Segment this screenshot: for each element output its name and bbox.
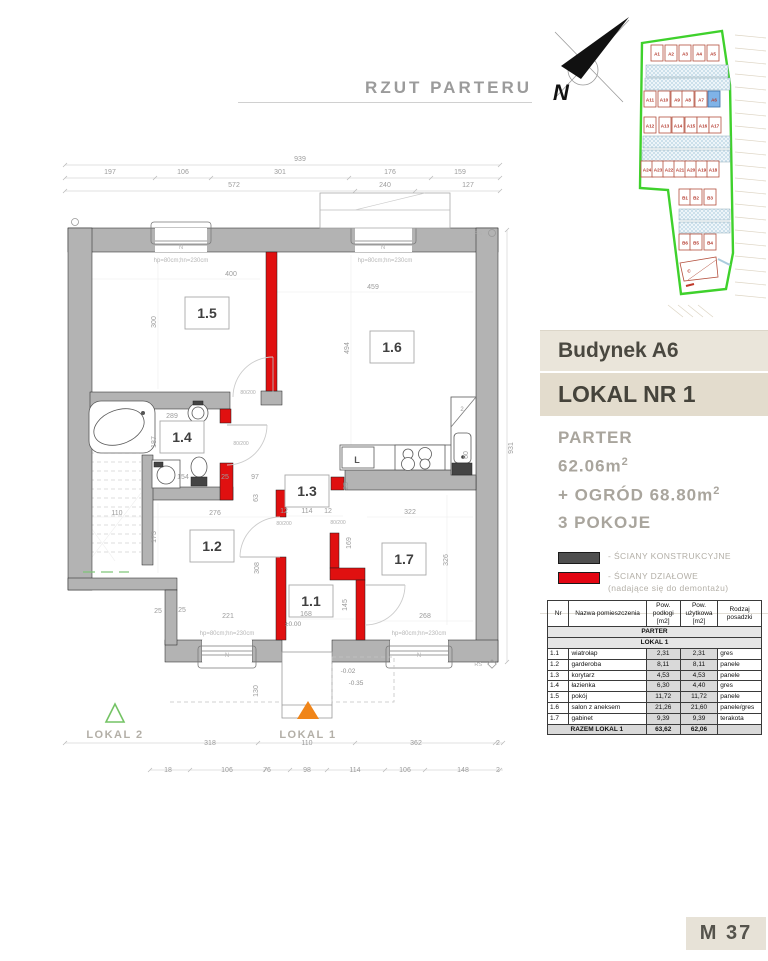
table-header: Nr (548, 601, 569, 627)
svg-text:1.7: 1.7 (394, 551, 414, 567)
svg-text:60: 60 (463, 451, 470, 459)
page-title: RZUT PARTERU (365, 78, 532, 97)
svg-text:80/200: 80/200 (240, 390, 256, 396)
svg-text:A9: A9 (674, 97, 680, 103)
svg-text:N: N (380, 245, 386, 251)
svg-text:80/200: 80/200 (276, 521, 292, 527)
svg-text:494: 494 (344, 342, 351, 354)
svg-text:A22: A22 (664, 167, 674, 173)
svg-text:80/200: 80/200 (233, 441, 249, 447)
bathtub-icon (89, 401, 155, 453)
svg-text:459: 459 (367, 284, 379, 291)
table-header: Pow. użytkowa [m2] (680, 601, 717, 627)
svg-text:98: 98 (303, 767, 311, 774)
washing-machine-icon (152, 460, 180, 488)
svg-text:25: 25 (343, 482, 350, 490)
table-row: 1.6 salon z aneksem 21,26 21,60 panele/gres (548, 702, 762, 713)
svg-text:572: 572 (228, 182, 240, 189)
svg-text:18: 18 (164, 767, 172, 774)
svg-text:hp=80cm;hn=230cm: hp=80cm;hn=230cm (199, 631, 255, 637)
svg-text:25: 25 (178, 607, 186, 614)
svg-text:A13: A13 (660, 123, 670, 129)
svg-text:114: 114 (349, 767, 361, 774)
svg-text:A18: A18 (708, 167, 718, 173)
svg-text:106: 106 (399, 767, 411, 774)
partition-wall-swatch (558, 572, 600, 584)
svg-text:276: 276 (209, 510, 221, 517)
svg-text:hp=80cm;hn=230cm: hp=80cm;hn=230cm (153, 258, 209, 264)
svg-text:268: 268 (419, 613, 431, 620)
svg-text:1.1: 1.1 (301, 593, 321, 609)
structural-wall-label: - ŚCIANY KONSTRUKCYJNE (608, 551, 731, 562)
svg-text:hp=80cm;hn=230cm: hp=80cm;hn=230cm (391, 631, 447, 637)
svg-text:97: 97 (251, 474, 259, 481)
canopy-outline (320, 193, 450, 228)
table-header: Pow. podłogi [m2] (646, 601, 680, 627)
table-header: Nazwa pomieszczenia (569, 601, 646, 627)
svg-text:A19: A19 (697, 167, 707, 173)
svg-text:169: 169 (346, 537, 353, 549)
svg-text:221: 221 (222, 613, 234, 620)
svg-text:148: 148 (457, 767, 469, 774)
svg-text:B4: B4 (707, 240, 713, 246)
svg-text:106: 106 (177, 169, 189, 176)
svg-text:127: 127 (462, 182, 474, 189)
unit-number-badge: M 37 (686, 917, 766, 950)
lokal2-marker-triangle (106, 704, 124, 722)
rooms-count: 3 POKOJE (558, 513, 652, 533)
table-row: 1.7 gabinet 9,39 9,39 terakota (548, 713, 762, 724)
svg-text:308: 308 (254, 562, 261, 574)
svg-text:106: 106 (221, 767, 233, 774)
table-row: 1.3 korytarz 4,53 4,53 panele (548, 670, 762, 681)
room-area-table (547, 600, 762, 735)
svg-text:63: 63 (253, 494, 260, 502)
svg-text:300: 300 (151, 316, 158, 328)
info-panel (540, 330, 768, 614)
svg-text:110: 110 (111, 510, 123, 517)
svg-text:931: 931 (508, 442, 515, 454)
svg-text:A11: A11 (645, 97, 655, 103)
svg-text:159: 159 (454, 169, 466, 176)
svg-text:362: 362 (410, 740, 422, 747)
svg-text:197: 197 (104, 169, 116, 176)
svg-text:B5: B5 (693, 240, 699, 246)
svg-text:25: 25 (221, 474, 229, 481)
svg-text:A23: A23 (653, 167, 663, 173)
svg-text:A10: A10 (659, 97, 669, 103)
garden-area: + OGRÓD $68.80m^2$ (558, 484, 721, 505)
table-header: Rodzaj posadzki (718, 601, 762, 627)
svg-text:B3: B3 (707, 195, 713, 201)
svg-text:B2: B2 (693, 195, 699, 201)
svg-text:318: 318 (204, 740, 216, 747)
svg-text:A15: A15 (686, 123, 696, 129)
svg-text:A1: A1 (654, 51, 660, 57)
svg-text:939: 939 (294, 156, 306, 163)
svg-text:12: 12 (324, 508, 332, 515)
svg-text:2: 2 (496, 740, 500, 747)
compass-needle (561, 17, 629, 79)
floor-plan (55, 145, 535, 805)
svg-text:N: N (224, 653, 230, 659)
partition-wall-label: - ŚCIANY DZIAŁOWE (nadające się do demontażu) (608, 571, 729, 593)
svg-text:A24: A24 (642, 167, 652, 173)
svg-text:1.6: 1.6 (382, 339, 402, 355)
svg-text:130: 130 (253, 685, 260, 697)
svg-text:76: 76 (263, 767, 271, 774)
svg-text:176: 176 (384, 169, 396, 176)
svg-text:B1: B1 (682, 195, 688, 201)
svg-text:A20: A20 (686, 167, 696, 173)
svg-text:289: 289 (166, 413, 178, 420)
svg-text:A3: A3 (682, 51, 688, 57)
table-total-row: RAZEM LOKAL 1 63,62 62,06 (548, 724, 762, 735)
table-row: 1.1 wiatrołap 2,31 2,31 gres (548, 648, 762, 659)
svg-text:A4: A4 (696, 51, 702, 57)
svg-text:326: 326 (443, 554, 450, 566)
staircase (89, 453, 141, 561)
toilet-icon (191, 457, 207, 486)
svg-text:A12: A12 (645, 123, 655, 129)
svg-text:2: 2 (496, 767, 500, 774)
table-row: 1.2 garderoba 8,11 8,11 panele (548, 659, 762, 670)
garden-strips (642, 65, 730, 233)
svg-text:N: N (178, 245, 184, 251)
svg-text:A7: A7 (698, 97, 704, 103)
structural-wall-swatch (558, 552, 600, 564)
svg-text:110: 110 (301, 740, 313, 747)
floor-label: PARTER (558, 428, 633, 447)
table-group-row: LOKAL 1 (548, 638, 762, 649)
svg-text:N: N (416, 653, 422, 659)
svg-text:-0.02: -0.02 (340, 668, 356, 675)
svg-text:80/200: 80/200 (330, 520, 346, 526)
svg-text:154: 154 (177, 474, 189, 481)
svg-text:A14: A14 (673, 123, 683, 129)
svg-text:145: 145 (342, 599, 349, 611)
table-row: 1.4 łazienka 6,30 4,40 gres (548, 681, 762, 692)
svg-text:hp=80cm;hn=230cm: hp=80cm;hn=230cm (357, 258, 413, 264)
svg-text:RS: RS (474, 662, 482, 668)
svg-text:25: 25 (154, 608, 162, 615)
svg-text:A16: A16 (698, 123, 708, 129)
svg-text:C: C (687, 268, 691, 274)
unit-area: $62.06m^2$ (558, 456, 629, 476)
svg-text:2: 2 (460, 407, 464, 413)
svg-text:1.3: 1.3 (297, 483, 317, 499)
kitchen-counter (340, 397, 476, 475)
svg-text:A6: A6 (711, 97, 717, 103)
svg-text:A8: A8 (685, 97, 691, 103)
unit-name: LOKAL NR 1 (540, 373, 768, 416)
svg-text:-0.35: -0.35 (348, 680, 364, 687)
svg-text:A2: A2 (668, 51, 674, 57)
building-name: Budynek A6 (540, 330, 768, 371)
svg-text:±0.00: ±0.00 (284, 621, 302, 628)
svg-text:400: 400 (225, 271, 237, 278)
svg-text:B6: B6 (682, 240, 688, 246)
svg-text:L: L (354, 455, 360, 465)
svg-text:301: 301 (274, 169, 286, 176)
svg-text:114: 114 (301, 508, 313, 515)
svg-text:RS: RS (474, 231, 482, 237)
svg-text:322: 322 (404, 509, 416, 516)
site-plan (638, 5, 768, 325)
lokal2-label: LOKAL 2 (86, 729, 144, 741)
svg-text:A17: A17 (710, 123, 720, 129)
lokal1-label: LOKAL 1 (279, 729, 337, 741)
svg-text:1.5: 1.5 (197, 305, 217, 321)
svg-text:A5: A5 (710, 51, 716, 57)
compass-n-label: N (553, 80, 569, 105)
title-underline (238, 102, 532, 103)
svg-text:240: 240 (379, 182, 391, 189)
svg-text:173: 173 (151, 531, 158, 543)
svg-text:168: 168 (300, 611, 312, 618)
table-group-row: PARTER (548, 627, 762, 638)
svg-text:A21: A21 (675, 167, 685, 173)
svg-text:187: 187 (151, 436, 158, 448)
svg-text:1.2: 1.2 (202, 538, 222, 554)
table-row: 1.5 pokój 11,72 11,72 panele (548, 692, 762, 703)
svg-text:1.4: 1.4 (172, 429, 192, 445)
svg-text:12: 12 (280, 508, 288, 515)
north-compass (545, 12, 640, 107)
